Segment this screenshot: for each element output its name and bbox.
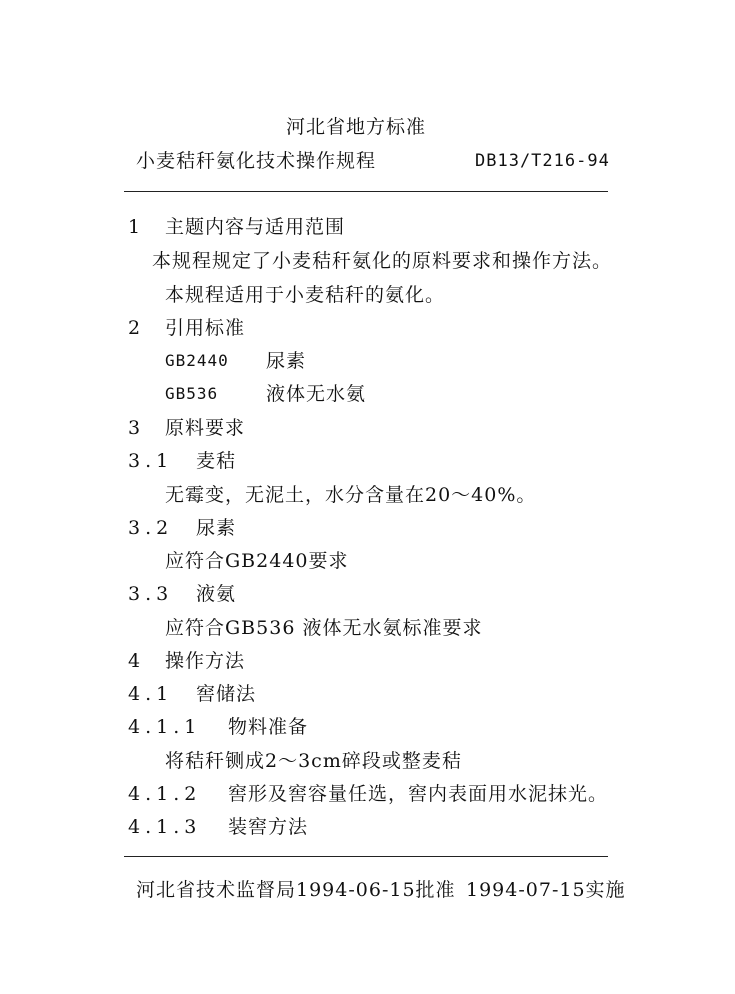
- header-divider: [124, 191, 608, 192]
- section-number: 4.1.2: [128, 783, 202, 805]
- section-number: 3: [128, 417, 146, 439]
- section-heading: 窖储法: [196, 683, 257, 705]
- section-heading: 原料要求: [165, 417, 246, 439]
- issuer-title: 河北省地方标准: [286, 116, 427, 138]
- paragraph-text: 应符合GB2440要求: [165, 550, 349, 572]
- paragraph-text: 应符合GB536 液体无水氨标准要求: [165, 617, 483, 639]
- reference-name: 液体无水氨: [266, 383, 367, 405]
- section-heading: 麦秸: [196, 450, 237, 472]
- section-heading: 操作方法: [165, 650, 246, 672]
- paragraph-text: 无霉变，无泥土，水分含量在20～40%。: [165, 484, 537, 506]
- paragraph-text: 本规程适用于小麦秸秆的氨化。: [165, 284, 446, 306]
- reference-code: GB536: [165, 384, 219, 403]
- approval-date: 河北省技术监督局1994-06-15批准: [136, 879, 456, 901]
- paragraph-text: 本规程规定了小麦秸秆氨化的原料要求和操作方法。: [152, 250, 613, 272]
- section-number: 3.1: [128, 450, 174, 472]
- section-number: 1: [128, 216, 146, 238]
- section-number: 3.2: [128, 517, 174, 539]
- effective-date: 1994-07-15实施: [466, 879, 626, 901]
- section-heading: 装窖方法: [228, 816, 309, 838]
- document-code: DB13/T216-94: [475, 151, 610, 171]
- section-heading: 物料准备: [228, 716, 309, 738]
- section-number: 4: [128, 650, 146, 672]
- section-number: 4.1: [128, 683, 174, 705]
- section-number: 4.1.3: [128, 816, 202, 838]
- section-heading: 引用标准: [165, 317, 246, 339]
- document-title: 小麦秸秆氨化技术操作规程: [136, 150, 377, 172]
- footer-divider: [124, 856, 608, 857]
- section-heading: 液氨: [196, 583, 237, 605]
- section-number: 2: [128, 317, 146, 339]
- section-number: 4.1.1: [128, 716, 202, 738]
- reference-name: 尿素: [266, 350, 307, 372]
- section-heading: 窖形及窖容量任选，窖内表面用水泥抹光。: [228, 783, 609, 805]
- reference-code: GB2440: [165, 351, 229, 370]
- section-heading: 尿素: [196, 517, 237, 539]
- section-heading: 主题内容与适用范围: [165, 216, 346, 238]
- paragraph-text: 将秸秆铡成2～3cm碎段或整麦秸: [165, 750, 462, 772]
- section-number: 3.3: [128, 583, 174, 605]
